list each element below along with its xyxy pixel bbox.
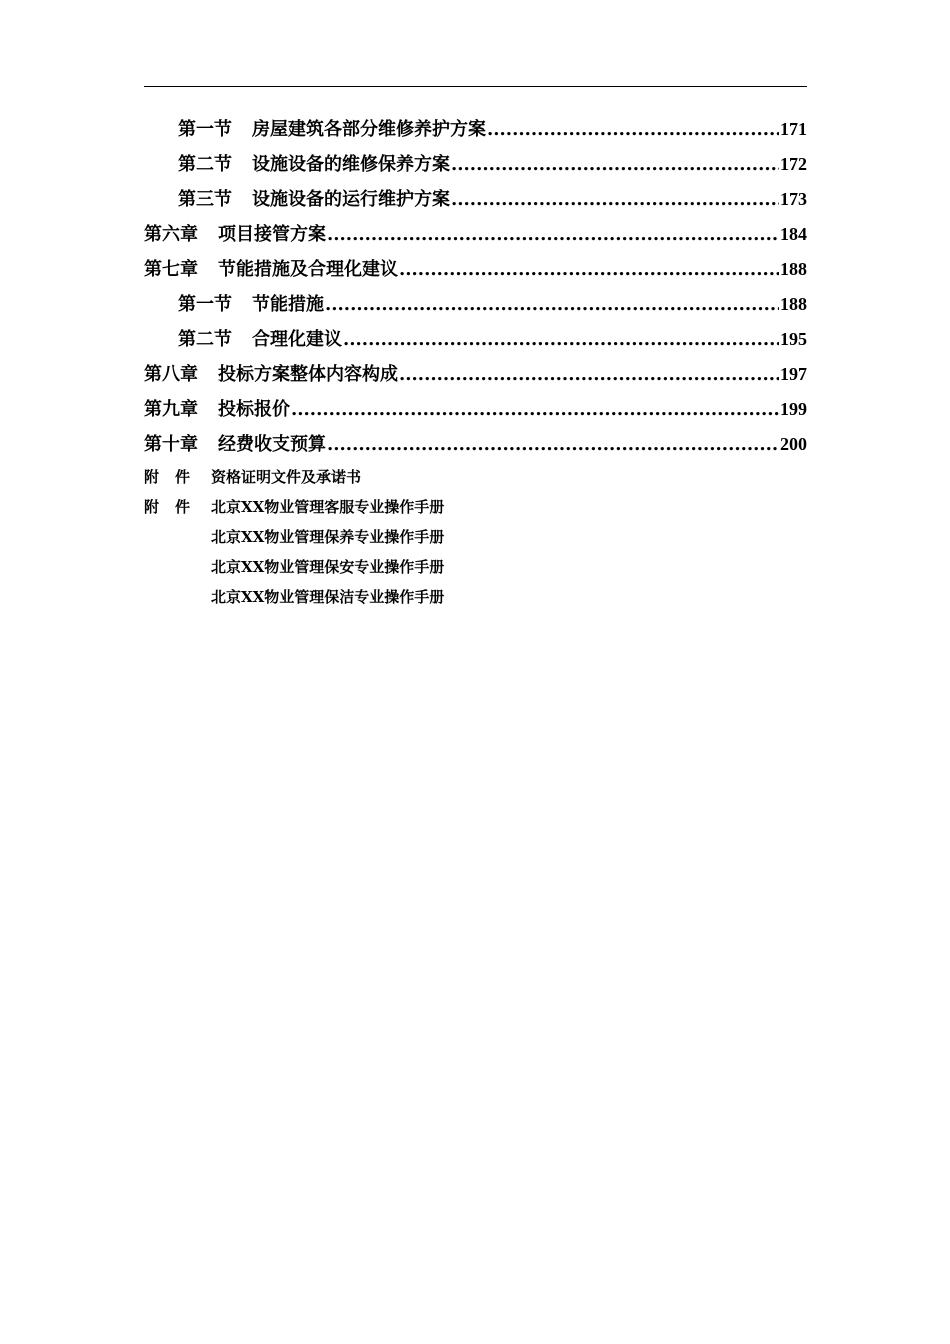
toc-entry-title: 投标方案整体内容构成: [218, 364, 398, 385]
toc-entry-page: 184: [780, 224, 807, 244]
toc-dot-leader: [325, 287, 779, 322]
toc-entry-page: 188: [780, 294, 807, 314]
toc-entry-title: 房屋建筑各部分维修养护方案: [252, 119, 486, 140]
toc-dot-leader: [451, 147, 779, 182]
toc-dot-leader: [399, 357, 779, 392]
appendix-label: [144, 492, 211, 522]
toc-entry-number: 第一节: [178, 119, 232, 140]
toc-entry[interactable]: [144, 182, 807, 217]
toc-entry-title: 合理化建议: [252, 329, 342, 350]
toc-entry-number: 第九章: [144, 399, 198, 420]
toc-dot-leader: [343, 322, 779, 357]
toc-dot-leader: [291, 392, 779, 427]
toc-entry-page: 197: [780, 364, 807, 384]
toc-entry-title: 投标报价: [218, 399, 290, 420]
toc-entry-number: 第八章: [144, 364, 198, 385]
toc-entry-title: 项目接管方案: [218, 224, 326, 245]
appendix-label: [144, 552, 211, 582]
appendix-label-char: 件: [175, 468, 191, 486]
appendix-label: [144, 522, 211, 552]
toc-entry-title: 节能措施及合理化建议: [218, 259, 398, 280]
toc-entry-number: 第十章: [144, 434, 198, 455]
toc-dot-leader: [327, 427, 779, 462]
toc-entry[interactable]: [144, 357, 807, 392]
toc-entry-page: 195: [780, 329, 807, 349]
appendix-title: 北京XX物业管理保安专业操作手册: [211, 558, 445, 576]
toc-entry-page: 173: [780, 189, 807, 209]
appendix-label-char: 附: [144, 498, 160, 516]
toc-entry-number: 第一节: [178, 294, 232, 315]
appendix-title: 北京XX物业管理客服专业操作手册: [211, 498, 445, 516]
appendix-title: 资格证明文件及承诺书: [211, 468, 362, 486]
appendix-item[interactable]: [144, 552, 807, 582]
toc-entry-page: 172: [780, 154, 807, 174]
header-rule: [144, 86, 807, 87]
toc-entry-title: 设施设备的维修保养方案: [252, 154, 450, 175]
toc-entry-number: 第二节: [178, 154, 232, 175]
table-of-contents: [144, 112, 807, 462]
toc-entry[interactable]: [144, 287, 807, 322]
toc-entry-title: 设施设备的运行维护方案: [252, 189, 450, 210]
appendix-item[interactable]: [144, 522, 807, 552]
toc-entry-title: 经费收支预算: [218, 434, 326, 455]
appendix-title: 北京XX物业管理保养专业操作手册: [211, 528, 445, 546]
appendix-item[interactable]: [144, 462, 807, 492]
appendix-label-char: 件: [175, 498, 191, 516]
toc-entry[interactable]: [144, 217, 807, 252]
toc-dot-leader: [451, 182, 779, 217]
toc-entry[interactable]: [144, 252, 807, 287]
appendix-label: [144, 462, 211, 492]
appendix-title: 北京XX物业管理保洁专业操作手册: [211, 588, 445, 606]
toc-dot-leader: [327, 217, 779, 252]
toc-dot-leader: [399, 252, 779, 287]
appendix-list: [144, 462, 807, 612]
toc-entry-number: 第六章: [144, 224, 198, 245]
toc-entry[interactable]: [144, 322, 807, 357]
toc-entry-page: 171: [780, 119, 807, 139]
toc-entry-number: 第七章: [144, 259, 198, 280]
appendix-label-char: 附: [144, 468, 160, 486]
toc-entry-title: 节能措施: [252, 294, 324, 315]
toc-entry-number: 第三节: [178, 189, 232, 210]
toc-entry-number: 第二节: [178, 329, 232, 350]
toc-entry[interactable]: [144, 427, 807, 462]
toc-entry[interactable]: [144, 147, 807, 182]
toc-dot-leader: [487, 112, 779, 147]
appendix-item[interactable]: [144, 492, 807, 522]
toc-entry[interactable]: [144, 392, 807, 427]
appendix-label: [144, 582, 211, 612]
toc-entry-page: 188: [780, 259, 807, 279]
toc-entry[interactable]: [144, 112, 807, 147]
toc-entry-page: 200: [780, 434, 807, 454]
toc-entry-page: 199: [780, 399, 807, 419]
appendix-item[interactable]: [144, 582, 807, 612]
